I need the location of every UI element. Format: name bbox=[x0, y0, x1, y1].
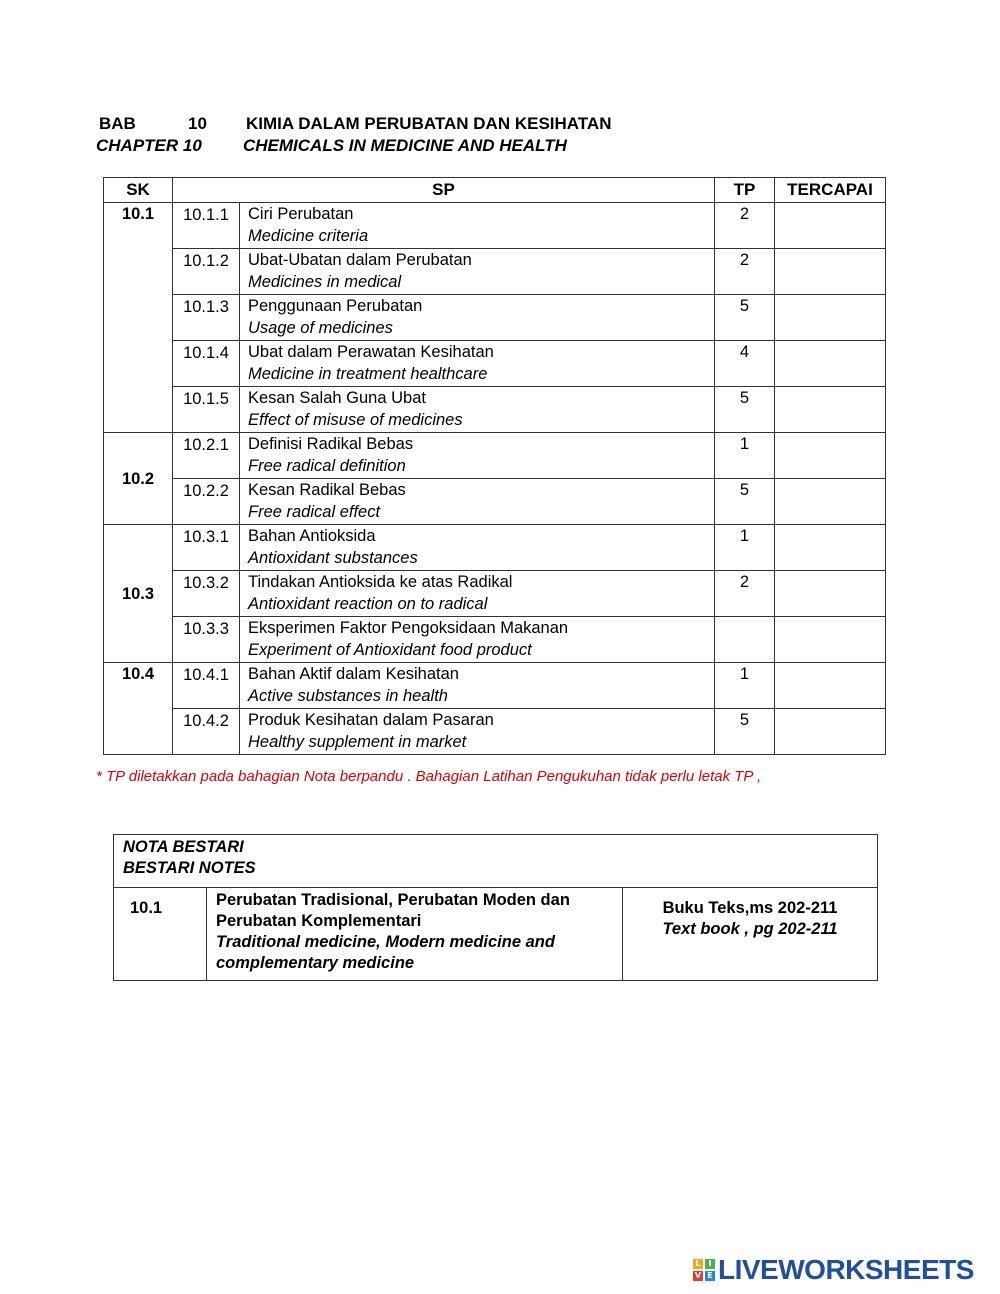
tp-value: 5 bbox=[715, 295, 775, 341]
sp-description-ms: Produk Kesihatan dalam Pasaran bbox=[248, 711, 494, 729]
bab-title: KIMIA DALAM PERUBATAN DAN KESIHATAN bbox=[246, 114, 612, 133]
table-row bbox=[104, 525, 886, 571]
sp-code: 10.3.2 bbox=[173, 571, 240, 617]
sp-description-en: Antioxidant substances bbox=[248, 549, 418, 567]
col-header-tercapai: TERCAPAI bbox=[775, 178, 886, 203]
chapter-title: CHEMICALS IN MEDICINE AND HEALTH bbox=[243, 136, 567, 155]
sp-description-ms: Kesan Salah Guna Ubat bbox=[248, 389, 426, 407]
sk-cell: 10.2 bbox=[104, 433, 173, 525]
sp-description bbox=[240, 617, 715, 663]
tercapai-cell[interactable] bbox=[775, 203, 886, 249]
sp-code: 10.4.1 bbox=[173, 663, 240, 709]
tercapai-cell[interactable] bbox=[775, 433, 886, 479]
sp-code: 10.1.3 bbox=[173, 295, 240, 341]
sp-table bbox=[103, 177, 886, 755]
chapter-label: CHAPTER 10 bbox=[96, 136, 202, 155]
sp-description-ms: Bahan Antioksida bbox=[248, 527, 376, 545]
sk-cell: 10.4 bbox=[104, 663, 173, 755]
sp-description-ms: Kesan Radikal Bebas bbox=[248, 481, 406, 499]
sp-code: 10.3.3 bbox=[173, 617, 240, 663]
logo-block-l: L bbox=[693, 1259, 703, 1269]
tercapai-cell[interactable] bbox=[775, 249, 886, 295]
table-row bbox=[104, 617, 886, 663]
sp-code: 10.3.1 bbox=[173, 525, 240, 571]
table-row bbox=[104, 433, 886, 479]
liveworksheets-logo bbox=[693, 1256, 974, 1284]
sp-description-en: Antioxidant reaction on to radical bbox=[248, 595, 488, 613]
sp-description bbox=[240, 341, 715, 387]
sp-description bbox=[240, 295, 715, 341]
sp-description-ms: Ubat-Ubatan dalam Perubatan bbox=[248, 251, 472, 269]
sp-description bbox=[240, 571, 715, 617]
tercapai-cell[interactable] bbox=[775, 709, 886, 755]
nota-ref-ms: Buku Teks,ms 202-211 bbox=[662, 899, 838, 917]
tp-note: * TP diletakkan pada bahagian Nota berpandu . Bahagian Latihan Pengukuhan tidak perlu letak TP , bbox=[96, 768, 762, 785]
nota-reference-cell bbox=[623, 888, 878, 981]
sp-description bbox=[240, 479, 715, 525]
sp-description-en: Free radical definition bbox=[248, 457, 406, 475]
table-header-row bbox=[104, 178, 886, 203]
table-row bbox=[104, 387, 886, 433]
tercapai-cell[interactable] bbox=[775, 571, 886, 617]
sp-description-en: Free radical effect bbox=[248, 503, 381, 521]
sp-description-en: Effect of misuse of medicines bbox=[248, 411, 463, 429]
nota-title-ms: NOTA BESTARI bbox=[123, 838, 244, 856]
nota-topic-ms: Perubatan Tradisional, Perubatan Moden dan Perubatan Komplementari bbox=[216, 891, 570, 930]
tp-value: 5 bbox=[715, 479, 775, 525]
table-row bbox=[104, 203, 886, 249]
sp-code: 10.1.1 bbox=[173, 203, 240, 249]
sp-code: 10.2.1 bbox=[173, 433, 240, 479]
tercapai-cell[interactable] bbox=[775, 663, 886, 709]
sp-description bbox=[240, 203, 715, 249]
bab-number: 10 bbox=[188, 114, 207, 133]
table-row bbox=[104, 295, 886, 341]
sp-code: 10.2.2 bbox=[173, 479, 240, 525]
table-row bbox=[104, 663, 886, 709]
tp-value: 2 bbox=[715, 249, 775, 295]
table-row bbox=[104, 249, 886, 295]
sp-description-ms: Eksperimen Faktor Pengoksidaan Makanan bbox=[248, 619, 569, 637]
sp-description-en: Experiment of Antioxidant food product bbox=[248, 641, 532, 659]
tp-value: 2 bbox=[715, 571, 775, 617]
nota-bestari-table bbox=[113, 834, 878, 981]
table-row bbox=[104, 709, 886, 755]
table-row bbox=[104, 341, 886, 387]
sp-description bbox=[240, 525, 715, 571]
sp-description-ms: Ciri Perubatan bbox=[248, 205, 354, 223]
sp-description-ms: Definisi Radikal Bebas bbox=[248, 435, 414, 453]
sp-code: 10.1.2 bbox=[173, 249, 240, 295]
nota-title-cell bbox=[114, 835, 878, 888]
nota-title-en: BESTARI NOTES bbox=[123, 859, 256, 877]
tercapai-cell[interactable] bbox=[775, 387, 886, 433]
tercapai-cell[interactable] bbox=[775, 295, 886, 341]
tercapai-cell[interactable] bbox=[775, 525, 886, 571]
tp-value: 5 bbox=[715, 709, 775, 755]
table-row bbox=[104, 571, 886, 617]
nota-topic-cell bbox=[207, 888, 623, 981]
sp-description-en: Medicines in medical bbox=[248, 273, 402, 291]
table-row bbox=[104, 479, 886, 525]
logo-block-e: E bbox=[705, 1271, 715, 1281]
tp-value: 5 bbox=[715, 387, 775, 433]
logo-block-i: I bbox=[705, 1259, 715, 1269]
sp-description-ms: Ubat dalam Perawatan Kesihatan bbox=[248, 343, 494, 361]
sp-description bbox=[240, 387, 715, 433]
sp-description-ms: Penggunaan Perubatan bbox=[248, 297, 423, 315]
table-body bbox=[104, 203, 886, 755]
sp-code: 10.4.2 bbox=[173, 709, 240, 755]
sp-description bbox=[240, 249, 715, 295]
tp-value bbox=[715, 617, 775, 663]
sp-description bbox=[240, 433, 715, 479]
sp-description-ms: Bahan Aktif dalam Kesihatan bbox=[248, 665, 459, 683]
tercapai-cell[interactable] bbox=[775, 479, 886, 525]
sp-description bbox=[240, 663, 715, 709]
sp-description-ms: Tindakan Antioksida ke atas Radikal bbox=[248, 573, 513, 591]
logo-text: LIVEWORKSHEETS bbox=[718, 1254, 974, 1285]
tp-value: 1 bbox=[715, 663, 775, 709]
nota-ref-en: Text book , pg 202-211 bbox=[662, 920, 838, 938]
tercapai-cell[interactable] bbox=[775, 341, 886, 387]
tp-value: 2 bbox=[715, 203, 775, 249]
sp-description bbox=[240, 709, 715, 755]
sk-cell: 10.1 bbox=[104, 203, 173, 433]
col-header-tp: TP bbox=[715, 178, 775, 203]
tp-value: 4 bbox=[715, 341, 775, 387]
nota-topic-en: Traditional medicine, Modern medicine and complementary medicine bbox=[216, 933, 555, 972]
tp-value: 1 bbox=[715, 433, 775, 479]
tp-value: 1 bbox=[715, 525, 775, 571]
bab-label: BAB bbox=[99, 114, 136, 133]
logo-block-v: V bbox=[694, 1271, 702, 1280]
sp-description-en: Usage of medicines bbox=[248, 319, 393, 337]
col-header-sk: SK bbox=[104, 178, 173, 203]
sp-description-en: Active substances in health bbox=[248, 687, 448, 705]
sp-code: 10.1.4 bbox=[173, 341, 240, 387]
sp-description-en: Healthy supplement in market bbox=[248, 733, 467, 751]
tercapai-cell[interactable] bbox=[775, 617, 886, 663]
sp-description-en: Medicine criteria bbox=[248, 227, 369, 245]
logo-icon bbox=[693, 1259, 715, 1281]
sk-cell: 10.3 bbox=[104, 525, 173, 663]
col-header-sp: SP bbox=[173, 178, 715, 203]
sp-description-en: Medicine in treatment healthcare bbox=[248, 365, 488, 383]
nota-code: 10.1 bbox=[114, 888, 207, 981]
sp-code: 10.1.5 bbox=[173, 387, 240, 433]
